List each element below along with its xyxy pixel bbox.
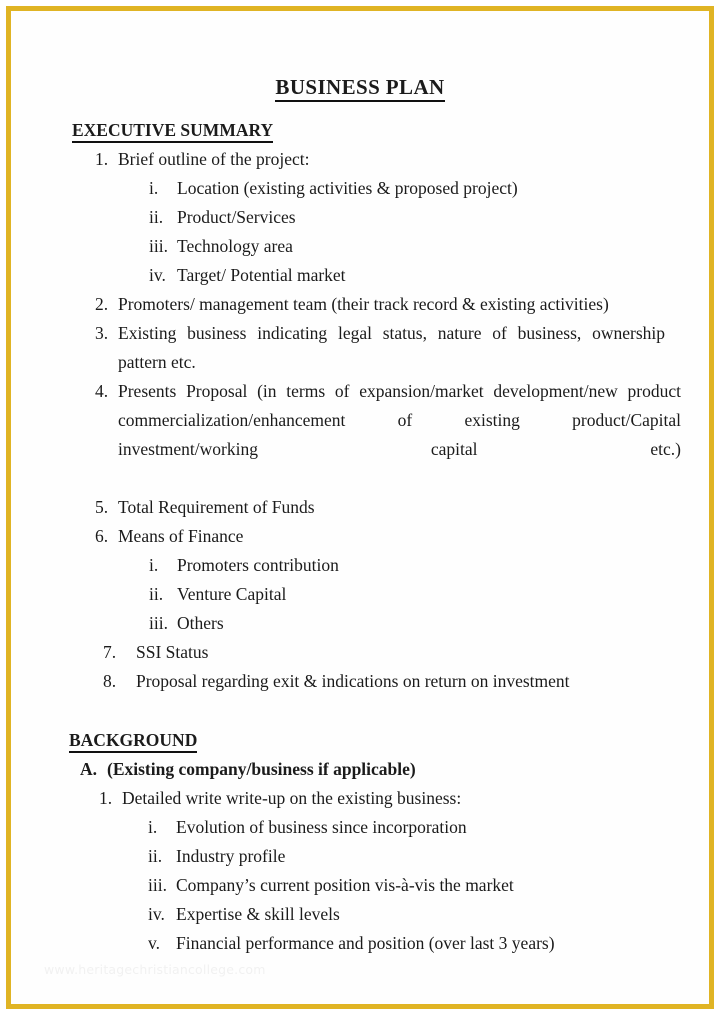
list-text: Promoters/ management team (their track record & existing activities): [118, 294, 609, 314]
list-marker: 1.: [99, 788, 113, 808]
subheading-text: (Existing company/business if applicable): [107, 759, 416, 779]
list-item: [11, 813, 709, 842]
list-text: Means of Finance: [118, 526, 244, 546]
list-marker: iii.: [148, 875, 167, 895]
list-item: [11, 551, 709, 580]
list-text: Expertise & skill levels: [176, 904, 340, 924]
list-text: Location (existing activities & proposed project): [177, 178, 518, 198]
list-marker: iv.: [149, 265, 166, 285]
list-item: [11, 232, 709, 261]
list-marker: 1.: [95, 149, 109, 169]
list-text: Company’s current position vis-à-vis the market: [176, 875, 514, 895]
list-marker: iii.: [149, 613, 168, 633]
list-text: Detailed write write-up on the existing business:: [122, 788, 462, 808]
page-border-bottom: [6, 1004, 714, 1009]
subheading-marker: A.: [80, 759, 98, 779]
list-text: Product/Services: [177, 207, 296, 227]
list-text: Financial performance and position (over last 3 years): [176, 933, 555, 953]
list-marker: 4.: [95, 381, 109, 401]
list-item: [11, 145, 709, 174]
section-heading-executive-summary-text: EXECUTIVE SUMMARY: [72, 120, 273, 143]
page-border-right: [709, 6, 714, 1009]
list-item: [11, 174, 709, 203]
list-marker: i.: [148, 817, 158, 837]
page-content-area: [11, 11, 709, 1004]
section-heading-background: [11, 726, 709, 755]
list-text: SSI Status: [136, 642, 209, 662]
list-text: Total Requirement of Funds: [118, 497, 315, 517]
list-marker: ii.: [149, 207, 164, 227]
list-item: [11, 290, 709, 319]
list-text: Others: [177, 613, 224, 633]
page-title-text: BUSINESS PLAN: [275, 75, 444, 102]
page-title: [11, 73, 709, 102]
list-text: Brief outline of the project:: [118, 149, 310, 169]
site-watermark: www.heritagechristiancollege.com: [44, 962, 266, 977]
list-text: Target/ Potential market: [177, 265, 346, 285]
list-text: Proposal regarding exit & indications on return on investment: [136, 671, 570, 691]
list-item: [11, 522, 709, 551]
list-item: [11, 900, 709, 929]
list-item: [11, 842, 709, 871]
list-item: [11, 609, 709, 638]
list-item: [11, 638, 709, 667]
list-text: Venture Capital: [177, 584, 287, 604]
list-item: [11, 377, 709, 493]
list-item: [11, 203, 709, 232]
list-marker: v.: [148, 933, 160, 953]
list-marker: 6.: [95, 526, 109, 546]
list-text: Industry profile: [176, 846, 286, 866]
section-heading-executive-summary: [11, 116, 709, 145]
list-text: Technology area: [177, 236, 293, 256]
list-marker: 2.: [95, 294, 109, 314]
list-item: [11, 667, 709, 696]
list-text: Evolution of business since incorporation: [176, 817, 467, 837]
list-marker: ii.: [149, 584, 164, 604]
list-item: [11, 319, 709, 377]
list-marker: 5.: [95, 497, 109, 517]
list-item: [11, 871, 709, 900]
list-marker: 3.: [95, 323, 109, 343]
list-text: Promoters contribution: [177, 555, 339, 575]
list-item: [11, 493, 709, 522]
list-marker: i.: [149, 555, 159, 575]
section-spacer: [11, 696, 709, 726]
list-text: Existing business indicating legal status, nature of business, ownership pattern etc.: [118, 323, 665, 372]
document-body: [11, 11, 709, 958]
list-text: Presents Proposal (in terms of expansion/market development/new product commercialization/enhancement of existing product/Capital investment/working capital etc.): [118, 381, 681, 459]
list-marker: ii.: [148, 846, 163, 866]
section-heading-background-text: BACKGROUND: [69, 730, 197, 753]
list-marker: iv.: [148, 904, 165, 924]
list-item: [11, 261, 709, 290]
list-item: [11, 580, 709, 609]
list-item: [11, 784, 709, 813]
list-marker: 8.: [103, 671, 117, 691]
list-marker: i.: [149, 178, 159, 198]
section-subheading-a: [11, 755, 709, 784]
list-marker: 7.: [103, 642, 117, 662]
list-marker: iii.: [149, 236, 168, 256]
list-item: [11, 929, 709, 958]
